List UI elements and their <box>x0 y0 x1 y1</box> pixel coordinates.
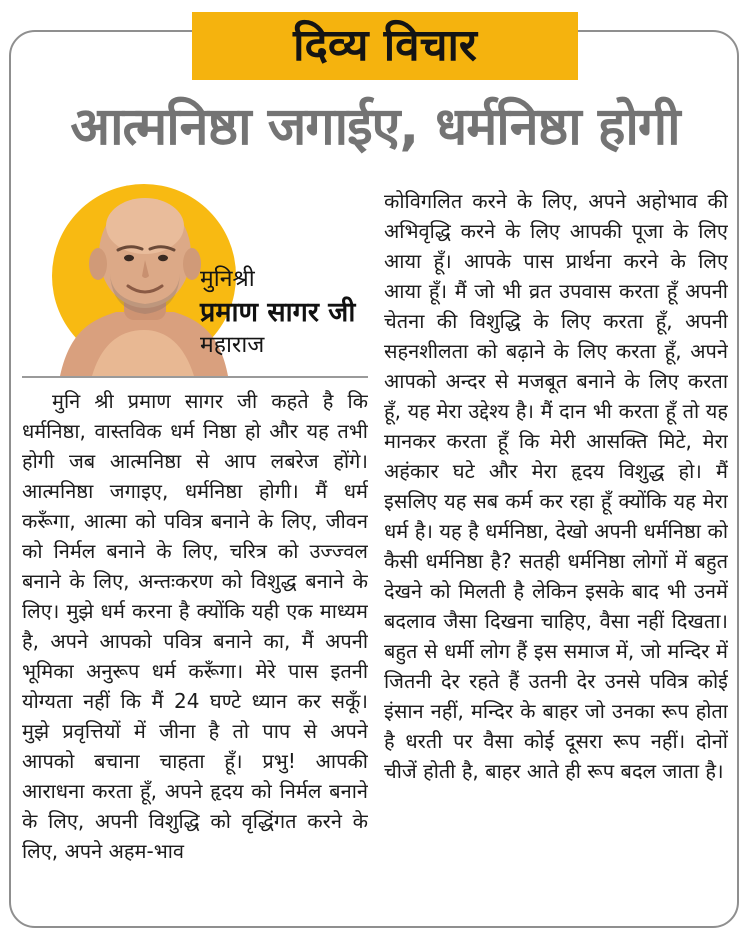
column-masthead-banner <box>192 12 578 80</box>
author-caption <box>200 268 380 357</box>
masthead-title: दिव्य विचार <box>293 20 477 71</box>
author-prefix: मुनिश्री <box>200 266 255 292</box>
article-headline: आत्मनिष्ठा जगाईए, धर्मनिष्ठा होगी <box>70 97 680 157</box>
author-suffix: महाराज <box>200 332 265 358</box>
author-name: प्रमाण सागर जी <box>200 297 356 328</box>
article-column-right: कोविगलित करने के लिए, अपने अहोभाव की अभिवृद्धि करने के लिए आपकी पूजा के लिए आया हूँ। आपके पास प्रार्थना करने के लिए आया हूँ। मैं जो भी व्रत उपवास करता हूँ अपनी चेतना की विशुद्धि के लिए करता हूँ, अपनी सहनशीलता को बढ़ाने के लिए करता हूँ, अपने आपको अन्दर से मजबूत बनाने के लिए करता हूँ, यह मेरा उद्देश्य है। मैं दान भी करता हूँ तो यह मानकर करता हूँ कि मेरी आसक्ति मिटे, मेरा अहंकार घटे और मेरा हृदय विशुद्ध हो। मैं इसलिए यह सब कर्म कर रहा हूँ क्योंकि यह मेरा धर्म है। यह है धर्मनिष्ठा, देखो अपनी धर्मनिष्ठा को कैसी धर्मनिष्ठा है? सतही धर्मनिष्ठा लोगों में बहुत देखने को मिलती है लेकिन इसके बाद भी उनमें बदलाव जैसा दिखना चाहिए, वैसा नहीं दिखता। बहुत से धर्मी लोग हैं इस समाज में, जो मन्दिर में जितनी देर रहते हैं उतनी देर उनसे पवित्र कोई इंसान नहीं, मन्दिर के बाहर जो उनका रूप होता है धरती पर वैसा कोई दूसरा रूप नहीं। दोनों चीजें होती है, बाहर आते ही रूप बदल जाता है। <box>384 189 728 783</box>
article-column-left: मुनि श्री प्रमाण सागर जी कहते है कि धर्मनिष्ठा, वास्तविक धर्म निष्ठा हो और यह तभी होगी जब आत्मनिष्ठा से आप लबरेज होंगे। आत्मनिष्ठा जगाइए, धर्मनिष्ठा होगी। मैं धर्म करूँगा, आत्मा को पवित्र बनाने के लिए, जीवन को निर्मल बनाने के लिए, चरित्र को उज्ज्वल बनाने के लिए, अन्तःकरण को विशुद्ध बनाने के लिए। मुझे धर्म करना है क्योंकि यही एक माध्यम है, अपने आपको पवित्र बनाने का, मैं अपनी भूमिका अनुरूप धर्म करूँगा। मेरे पास इतनी योग्यता नहीं कि मैं 24 घण्टे ध्यान कर सकूँ। मुझे प्रवृत्तियों में जीना है तो पाप से अपने आपको बचाना चाहता हूँ। प्रभु! आपकी आराधना करता हूँ, अपने हृदय को निर्मल बनाने के लिए, अपनी विशुद्धि को वृद्धिंगत करने के लिए, अपने अहम-भाव <box>22 389 368 863</box>
section-divider-rule <box>22 376 368 378</box>
